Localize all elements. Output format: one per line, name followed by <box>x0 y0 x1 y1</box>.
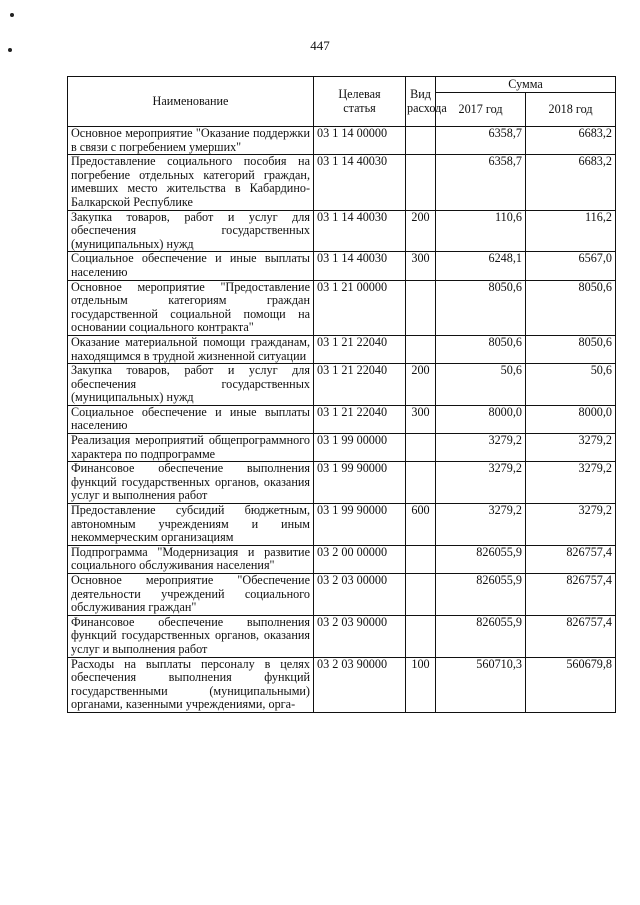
table-row <box>68 434 616 462</box>
column-header-target: Целевая статья <box>314 77 406 127</box>
column-header-name: Наименование <box>68 77 314 127</box>
scan-speck <box>10 13 14 17</box>
row-amount-2018-cell: 826757,4 <box>526 615 616 657</box>
row-target-code-cell: 03 1 14 40030 <box>314 252 406 280</box>
row-amount-2017-cell: 826055,9 <box>436 545 526 573</box>
row-name-cell: Финансовое обеспечение выполнения функций государственных органов, оказания услуг и выполнения работ <box>68 615 314 657</box>
row-amount-2017-cell: 6248,1 <box>436 252 526 280</box>
page-number: 447 <box>310 38 330 53</box>
row-amount-2018-cell: 8050,6 <box>526 335 616 363</box>
row-amount-2018-cell: 6683,2 <box>526 127 616 155</box>
table-row <box>68 252 616 280</box>
row-amount-2018-cell: 6567,0 <box>526 252 616 280</box>
column-header-sum: Сумма <box>436 77 616 93</box>
row-name-cell: Реализация мероприятий общепрограммного характера по подпрограмме <box>68 434 314 462</box>
row-name-cell: Социальное обеспечение и иные выплаты населению <box>68 252 314 280</box>
row-target-code-cell: 03 2 03 00000 <box>314 574 406 616</box>
row-amount-2017-cell: 8000,0 <box>436 405 526 433</box>
row-expense-kind-cell <box>406 280 436 335</box>
row-target-code-cell: 03 2 03 90000 <box>314 657 406 712</box>
row-name-cell: Основное мероприятие "Предоставление отдельным категориям граждан государственной социальной помощи на основании социального контракта" <box>68 280 314 335</box>
table-row <box>68 210 616 252</box>
row-target-code-cell: 03 1 99 90000 <box>314 504 406 546</box>
row-expense-kind-cell <box>406 434 436 462</box>
row-expense-kind-cell <box>406 545 436 573</box>
row-name-cell: Финансовое обеспечение выполнения функций государственных органов, оказания услуг и выполнения работ <box>68 462 314 504</box>
row-target-code-cell: 03 1 21 22040 <box>314 405 406 433</box>
row-amount-2017-cell: 6358,7 <box>436 127 526 155</box>
row-expense-kind-cell <box>406 155 436 210</box>
row-name-cell: Предоставление социального пособия на погребение отдельных категорий граждан, имевших место жительства в Кабардино-Балкарской Республике <box>68 155 314 210</box>
row-name-cell: Расходы на выплаты персоналу в целях обеспечения выполнения функций государственными (муниципальными) органами, казенными учреждениями, орга- <box>68 657 314 712</box>
row-amount-2018-cell: 8050,6 <box>526 280 616 335</box>
row-name-cell: Предоставление субсидий бюджетным, автономным учреждениям и иным некоммерческим организациям <box>68 504 314 546</box>
row-expense-kind-cell <box>406 462 436 504</box>
row-name-cell: Оказание материальной помощи гражданам, находящимся в трудной жизненной ситуации <box>68 335 314 363</box>
row-amount-2017-cell: 560710,3 <box>436 657 526 712</box>
row-amount-2017-cell: 3279,2 <box>436 434 526 462</box>
table-row <box>68 405 616 433</box>
row-target-code-cell: 03 1 21 22040 <box>314 335 406 363</box>
row-amount-2017-cell: 8050,6 <box>436 280 526 335</box>
column-header-kind: Вид расхода <box>406 77 436 127</box>
row-name-cell: Основное мероприятие "Оказание поддержки в связи с погребением умерших" <box>68 127 314 155</box>
table-row <box>68 657 616 712</box>
row-target-code-cell: 03 1 21 22040 <box>314 364 406 406</box>
row-name-cell: Закупка товаров, работ и услуг для обеспечения государственных (муниципальных) нужд <box>68 364 314 406</box>
row-amount-2018-cell: 3279,2 <box>526 434 616 462</box>
scan-speck <box>8 48 12 52</box>
row-amount-2017-cell: 826055,9 <box>436 615 526 657</box>
row-target-code-cell: 03 1 14 40030 <box>314 155 406 210</box>
row-target-code-cell: 03 1 99 90000 <box>314 462 406 504</box>
table-row <box>68 462 616 504</box>
table-row <box>68 545 616 573</box>
table-body <box>68 127 616 713</box>
row-amount-2017-cell: 110,6 <box>436 210 526 252</box>
table-row <box>68 127 616 155</box>
row-amount-2017-cell: 826055,9 <box>436 574 526 616</box>
row-target-code-cell: 03 2 00 00000 <box>314 545 406 573</box>
row-amount-2017-cell: 3279,2 <box>436 462 526 504</box>
column-header-2017: 2017 год <box>436 93 526 127</box>
row-target-code-cell: 03 2 03 90000 <box>314 615 406 657</box>
table-row <box>68 280 616 335</box>
table-row <box>68 155 616 210</box>
table-row <box>68 364 616 406</box>
row-target-code-cell: 03 1 99 00000 <box>314 434 406 462</box>
row-expense-kind-cell: 300 <box>406 252 436 280</box>
table-header <box>68 77 616 127</box>
row-name-cell: Закупка товаров, работ и услуг для обеспечения государственных (муниципальных) нужд <box>68 210 314 252</box>
row-expense-kind-cell: 200 <box>406 364 436 406</box>
row-name-cell: Подпрограмма "Модернизация и развитие социального обслуживания населения" <box>68 545 314 573</box>
row-amount-2018-cell: 6683,2 <box>526 155 616 210</box>
row-expense-kind-cell <box>406 615 436 657</box>
row-amount-2018-cell: 3279,2 <box>526 504 616 546</box>
row-target-code-cell: 03 1 14 40030 <box>314 210 406 252</box>
row-amount-2017-cell: 50,6 <box>436 364 526 406</box>
table-row <box>68 574 616 616</box>
row-expense-kind-cell <box>406 335 436 363</box>
table-row <box>68 504 616 546</box>
row-expense-kind-cell <box>406 127 436 155</box>
row-expense-kind-cell: 200 <box>406 210 436 252</box>
row-amount-2018-cell: 826757,4 <box>526 574 616 616</box>
row-amount-2017-cell: 8050,6 <box>436 335 526 363</box>
row-target-code-cell: 03 1 21 00000 <box>314 280 406 335</box>
row-expense-kind-cell: 100 <box>406 657 436 712</box>
row-target-code-cell: 03 1 14 00000 <box>314 127 406 155</box>
row-amount-2017-cell: 6358,7 <box>436 155 526 210</box>
row-amount-2018-cell: 3279,2 <box>526 462 616 504</box>
budget-table <box>67 76 616 713</box>
row-name-cell: Основное мероприятие "Обеспечение деятельности учреждений социального обслуживания граждан" <box>68 574 314 616</box>
row-amount-2018-cell: 116,2 <box>526 210 616 252</box>
table-row <box>68 335 616 363</box>
row-expense-kind-cell <box>406 574 436 616</box>
column-header-2018: 2018 год <box>526 93 616 127</box>
row-amount-2018-cell: 50,6 <box>526 364 616 406</box>
row-expense-kind-cell: 300 <box>406 405 436 433</box>
row-amount-2018-cell: 560679,8 <box>526 657 616 712</box>
table-row <box>68 615 616 657</box>
row-name-cell: Социальное обеспечение и иные выплаты населению <box>68 405 314 433</box>
row-amount-2018-cell: 8000,0 <box>526 405 616 433</box>
row-amount-2018-cell: 826757,4 <box>526 545 616 573</box>
row-amount-2017-cell: 3279,2 <box>436 504 526 546</box>
row-expense-kind-cell: 600 <box>406 504 436 546</box>
